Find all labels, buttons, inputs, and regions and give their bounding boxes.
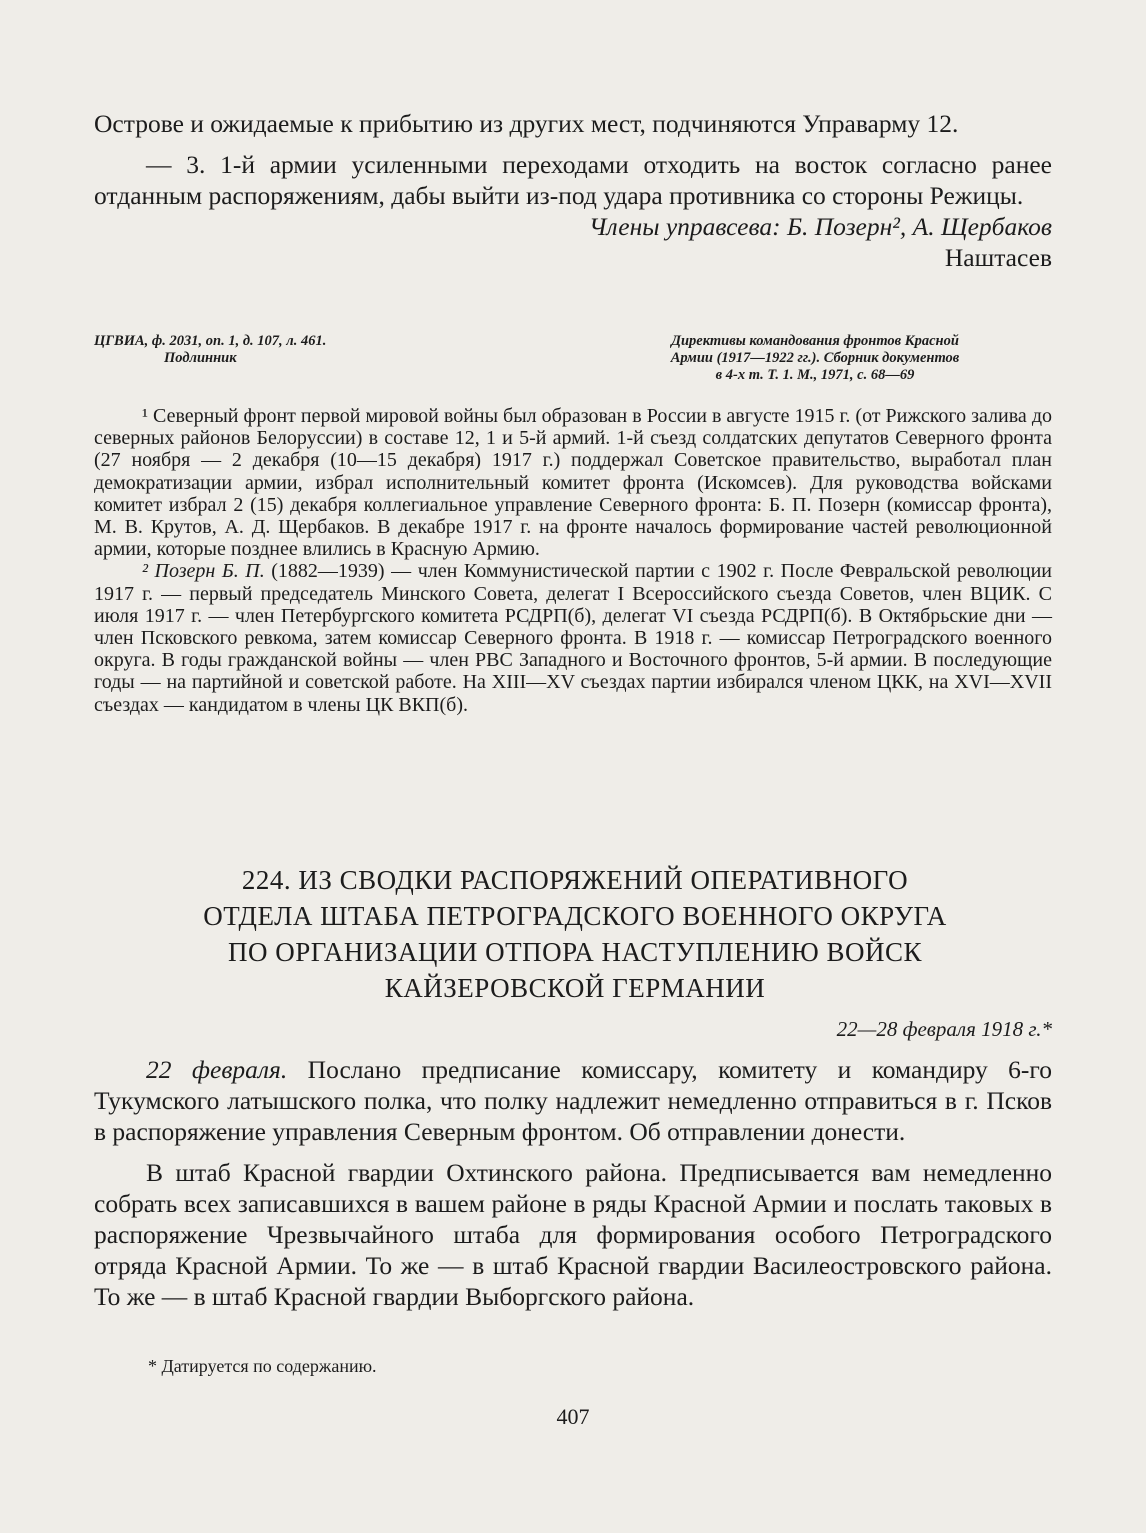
footnote-2-text: (1882—1939) — член Коммунистической партии с 1902 г. После Февральской революции 1917 г. — первый председатель Минского Совета, делегат I Всероссийского съезда Советов, член ВЦИК. С июля 1917 г. — член Петербургского комитета РСДРП(б), делегат VI съезда РСДРП(б). В Октябрьские дни — член Псковского ревкома, затем комиссар Северного фронта. В 1918 г. — комиссар Петроградского военного округа. В годы гражданской войны — член РВС Западного и Восточного фронтов, 5-й армии. В последующие годы — на партийной и советской работе. На XIII—XV съездах партии избирался членом ЦКК, на XVI—XVII съездах — кандидатом в члены ЦК ВКП(б). — [94, 560, 1052, 716]
heading-line-4: КАЙЗЕРОВСКОЙ ГЕРМАНИИ — [384, 973, 766, 1003]
paragraph-continuation: Острове и ожидаемые к прибытию из других мест, подчиняются Управарму 12. — [94, 109, 959, 138]
footnotes-block — [94, 405, 1052, 716]
paragraph-order-3: — 3. 1-й армии усиленными переходами отходить на восток согласно ранее отданным распоряжениям, дабы выйти из-под удара противника со стороны Режицы. — [94, 150, 1052, 210]
paragraph-feb-22-text: Послано предписание комиссару, комитету и командиру 6-го Тукумского латышского полка, что полку надлежит немедленно отправиться в г. Псков в распоряжение управления Северным фронтом. Об отправлении донести. — [94, 1055, 1052, 1146]
publication-line-3: в 4-х т. Т. 1. М., 1971, с. 68—69 — [715, 367, 915, 383]
heading-line-2: ОТДЕЛА ШТАБА ПЕТРОГРАДСКОГО ВОЕННОГО ОКРУГА — [203, 901, 947, 931]
archive-original-note: Подлинник — [164, 350, 237, 366]
signature-members — [94, 211, 1052, 242]
footnote-dating: * Датируется по содержанию. — [148, 1356, 377, 1376]
footnote-2 — [94, 560, 1052, 715]
footnote-2-name: ² Позерн Б. П. — [142, 560, 265, 583]
document-heading — [120, 862, 1030, 1006]
heading-line-3: ПО ОРГАНИЗАЦИИ ОТПОРА НАСТУПЛЕНИЮ ВОЙСК — [227, 937, 923, 967]
publication-line-1: Директивы командования фронтов Красной — [671, 333, 959, 349]
paragraph-okhta-order: В штаб Красной гвардии Охтинского района. Предписывается вам немедленно собрать всех записавшихся в вашем районе в ряды Красной Армии и послать таковых в распоряжение Чрезвычайного штаба для формирования особого Петроградского отряда Красной Армии. То же — в штаб Красной гвардии Василеостровского района. То же — в штаб Красной гвардии Выборгского района. — [94, 1158, 1052, 1311]
signature-chief-of-staff: Наштасев — [944, 243, 1052, 272]
main-text-top — [94, 108, 1052, 273]
paragraph-feb-22 — [94, 1054, 1052, 1147]
document-dateline: 22—28 февраля 1918 г.* — [836, 1017, 1052, 1041]
page-number: 407 — [556, 1404, 590, 1429]
archive-source — [94, 333, 484, 367]
archive-reference: ЦГВИА, ф. 2031, оп. 1, д. 107, л. 461. — [94, 333, 327, 349]
signature-members-text: Члены управсева: Б. Позерн², А. Щербаков — [588, 212, 1052, 241]
main-text-body — [94, 1054, 1052, 1312]
publication-source — [580, 333, 1050, 384]
publication-line-2: Армии (1917—1922 гг.). Сборник документов — [670, 350, 960, 366]
paragraph-date: 22 февраля. — [146, 1055, 288, 1084]
heading-line-1: 224. ИЗ СВОДКИ РАСПОРЯЖЕНИЙ ОПЕРАТИВНОГО — [241, 865, 909, 895]
footnote-1: ¹ Северный фронт первой мировой войны был образован в России в августе 1915 г. (от Рижского залива до северных районов Белоруссии) в составе 12, 1 и 5-й армий. 1-й съезд солдатских депутатов Северного фронта (27 ноября — 2 декабря (10—15 декабря) 1917 г.) поддержал Советское правительство, выработал план демократизации армии, избрал исполнительный комитет фронта (Искомсев). Для руководства войсками комитет избрал 2 (15) декабря коллегиальное управление Северного фронта: Б. П. Позерн (комиссар фронта), М. В. Крутов, А. Д. Щербаков. В декабре 1917 г. на фронте началось формирование частей революционной армии, которые позднее влились в Красную Армию. — [94, 405, 1052, 561]
